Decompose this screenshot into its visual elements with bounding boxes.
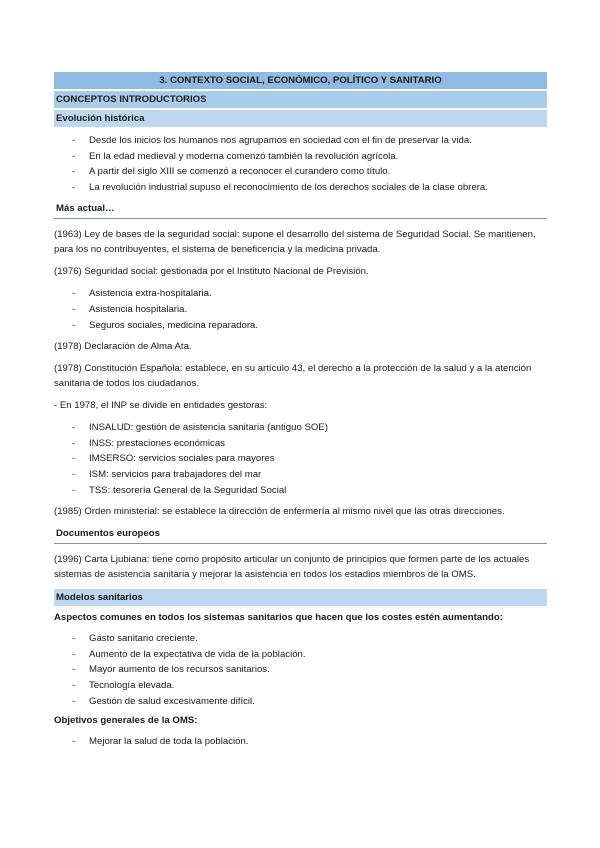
list-item: - TSS: tesorería General de la Seguridad Social [54, 483, 547, 499]
list-item: - Mayor aumento de los recursos sanitarios. [54, 662, 547, 678]
list-item: - Seguros sociales, medicina reparadora. [54, 318, 547, 334]
list-item: - INSALUD: gestión de asistencia sanitaria (antiguo SOE) [54, 420, 547, 436]
paragraph-1976: (1976) Seguridad social: gestionada por el Instituto Nacional de Previsión. [54, 266, 369, 278]
list-inp [54, 420, 547, 498]
list-item: - A partir del siglo XIII se comenzó a reconocer el curandero como título. [54, 164, 547, 180]
section-bar-evolucion: Evolución histórica [54, 110, 547, 127]
list-item: - La revolución industrial supuso el reconocimiento de los derechos sociales de la clase obrera. [54, 180, 547, 196]
list-item: - Desde los inicios los humanos nos agrupamos en sociedad con el fin de preservar la vida. [54, 133, 547, 149]
section-bar-conceptos: CONCEPTOS INTRODUCTORIOS [54, 91, 547, 108]
subheading-aspectos: Aspectos comunes en todos los sistemas sanitarios que hacen que los costes estén aumentando: [54, 612, 503, 624]
subheading-documentos-europeos: Documentos europeos [54, 526, 547, 544]
paragraph-1978-alma-ata: (1978) Declaración de Alma Ata. [54, 341, 192, 353]
list-item: - Gestión de salud excesivamente difícil. [54, 694, 547, 710]
document-title: 3. CONTEXTO SOCIAL, ECONÓMICO, POLÍTICO Y SANITARIO [54, 72, 547, 89]
list-item: - Mejorar la salud de toda la población. [54, 734, 547, 750]
list-item: - En la edad medieval y moderna comenzó también la revolución agrícola. [54, 149, 547, 165]
list-item: - Asistencia extra-hospitalaria. [54, 286, 547, 302]
subheading-objetivos: Objetivos generales de la OMS: [54, 715, 198, 727]
paragraph-1996: (1996) Carta Ljubiana: tiene como propósito articular un conjunto de principios que formen parte de los actuales sistemas de asistencia sanitaria y mejorar la asistencia en todos los estadios miembros de la OMS. [54, 554, 530, 581]
subheading-mas-actual: Más actual… [54, 201, 547, 219]
paragraph-1985: (1985) Orden ministerial: se establece la dirección de enfermería al mismo nivel que las otras direcciones. [54, 506, 505, 518]
document-content [54, 72, 547, 756]
list-evolucion [54, 133, 547, 195]
paragraph-inp: - En 1978, el INP se divide en entidades gestoras: [54, 400, 268, 412]
list-item: - ISM: servicios para trabajadores del mar [54, 467, 547, 483]
list-item: - Aumento de la expectativa de vida de la población. [54, 647, 547, 663]
section-bar-modelos: Modelos sanitarios [54, 589, 547, 606]
paragraph-1978-constitucion: (1978) Constitución Española: establece, en su artículo 43, el derecho a la protección de la salud y a la atención sanitaria de todos los ciudadanos. [54, 363, 532, 390]
list-item: - Asistencia hospitalaria. [54, 302, 547, 318]
list-item: - INSS: prestaciones económicas [54, 436, 547, 452]
list-item: - Tecnología elevada. [54, 678, 547, 694]
list-1976 [54, 286, 547, 333]
list-aspectos [54, 631, 547, 709]
paragraph-1963: (1963) Ley de bases de la seguridad social: supone el desarrollo del sistema de Seguridad Social. Se mantienen, para los no contribuyentes, el sistema de beneficencia y la medicina privada. [54, 229, 536, 256]
list-item: - Gasto sanitario creciente. [54, 631, 547, 647]
list-item: - IMSERSO: servicios sociales para mayores [54, 451, 547, 467]
list-objetivos [54, 734, 547, 750]
